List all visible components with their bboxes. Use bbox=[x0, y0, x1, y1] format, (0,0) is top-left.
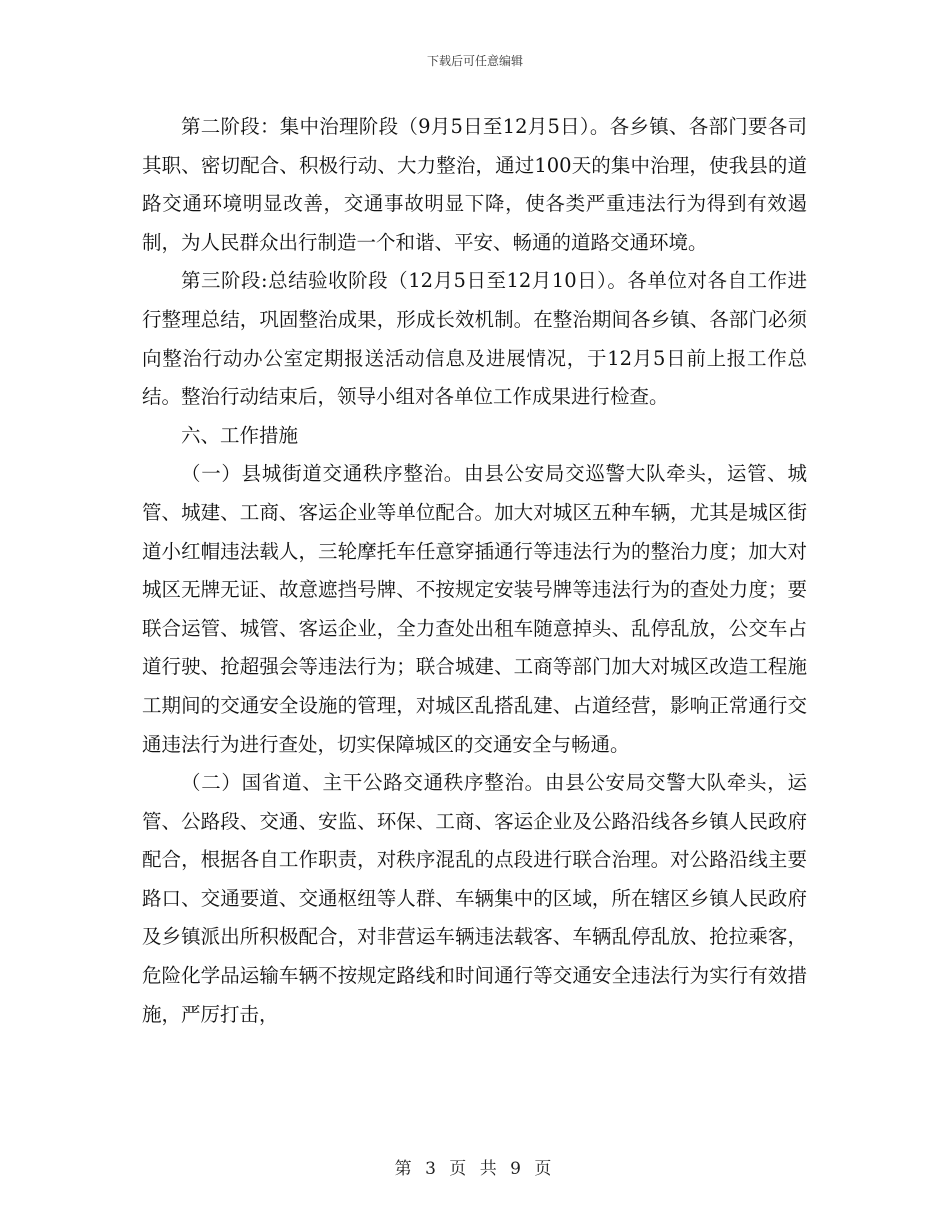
page-header: 下载后可任意编辑 bbox=[426, 54, 523, 68]
section-heading-measures: 六、工作措施 bbox=[181, 423, 299, 447]
paragraph-measure-two: （二）国省道、主干公路交通秩序整治。由县公安局交警大队牵头，运管、公路段、交通、安监、环保、工商、客运企业及公路沿线各乡镇人民政府配合，根据各自工作职责，对秩序混乱的点段进行联合治理。对公路沿线主要路口、交通要道、交通枢纽等人群、车辆集中的区域，所在辖区乡镇人民政府及乡镇派出所积极配合，对非营运车辆违法载客、车辆乱停乱放、抢拉乘客，危险化学品运输车辆不按规定路线和时间通行等交通安全违法行为实行有效措施，严厉打击， bbox=[142, 771, 807, 1026]
paragraph-stage-three: 第三阶段:总结验收阶段（12月5日至12月10日）。各单位对各自工作进行整理总结，巩固整治成果，形成长效机制。在整治期间各乡镇、各部门必须向整治行动办公室定期报送活动信息及进展情况，于12月5日前上报工作总结。整治行动结束后，领导小组对各单位工作成果进行检查。 bbox=[142, 269, 807, 409]
paragraph-stage-two: 第二阶段：集中治理阶段（9月5日至12月5日）。各乡镇、各部门要各司其职、密切配合、积极行动、大力整治，通过100天的集中治理，使我县的道路交通环境明显改善，交通事故明显下降，使各类严重违法行为得到有效遏制，为人民群众出行制造一个和谐、平安、畅通的道路交通环境。 bbox=[142, 115, 807, 254]
page-number: 第 3 页 共 9 页 bbox=[394, 1159, 556, 1179]
paragraph-measure-one: （一）县城街道交通秩序整治。由县公安局交巡警大队牵头，运管、城管、城建、工商、客运企业等单位配合。加大对城区五种车辆，尤其是城区街道小红帽违法载人，三轮摩托车任意穿插通行等违法行为的整治力度；加大对城区无牌无证、故意遮挡号牌、不按规定安装号牌等违法行为的查处力度；要联合运管、城管、客运企业，全力查处出租车随意掉头、乱停乱放，公交车占道行驶、抢超强会等违法行为；联合城建、工商等部门加大对城区改造工程施工期间的交通安全设施的管理，对城区乱搭乱建、占道经营，影响正常通行交通违法行为进行查处，切实保障城区的交通安全与畅通。 bbox=[142, 462, 807, 756]
document-body bbox=[142, 108, 807, 1034]
